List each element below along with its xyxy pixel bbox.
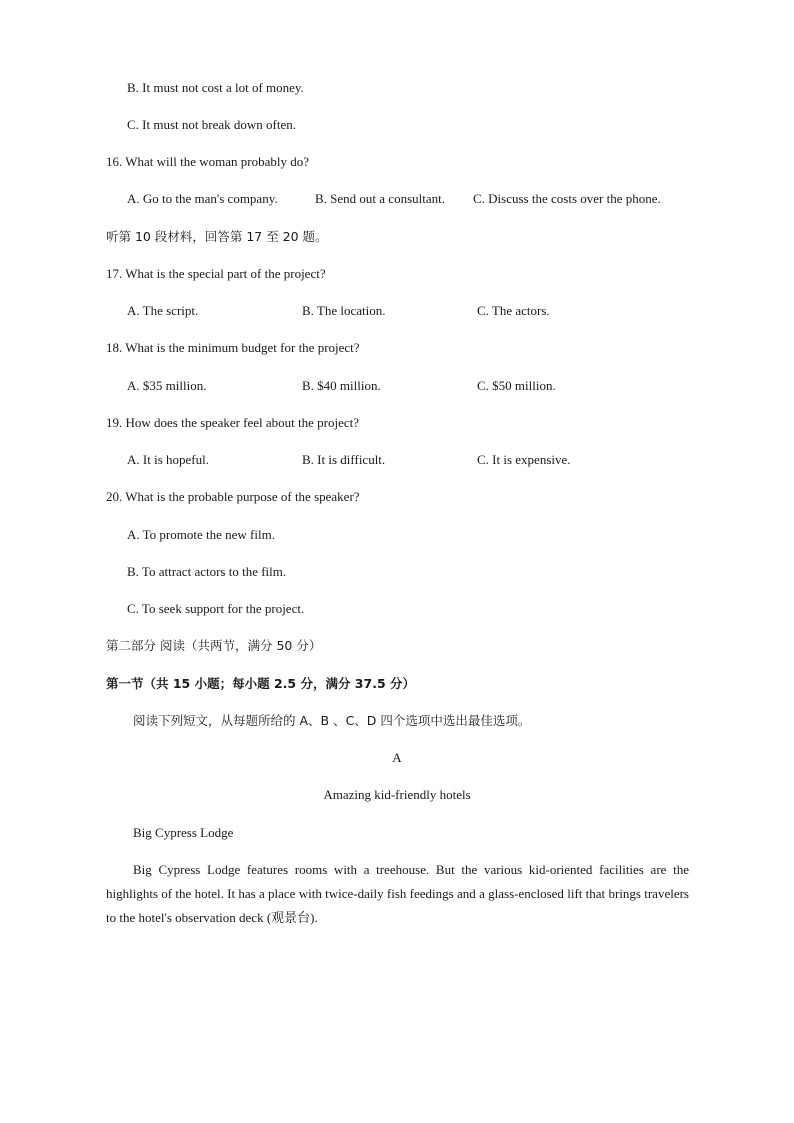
section1-heading: 第一节（共 15 小题；每小题 2.5 分，满分 37.5 分） [106, 676, 415, 691]
passage-subheading: Big Cypress Lodge [133, 825, 234, 840]
q17-option-a: A. The script. [127, 303, 199, 318]
q19-option-b: B. It is difficult. [302, 452, 386, 467]
part2-heading: 第二部分 阅读（共两节，满分 50 分） [106, 638, 322, 653]
section10-intro: 听第 10 段材料，回答第 17 至 20 题。 [106, 229, 328, 244]
q19-option-a: A. It is hopeful. [127, 452, 209, 467]
passage-letter: A [392, 750, 402, 765]
q16-option-c: C. Discuss the costs over the phone. [473, 191, 661, 206]
q18-option-c: C. $50 million. [477, 378, 556, 393]
q20-option-a: A. To promote the new film. [127, 527, 275, 542]
q19-question: 19. How does the speaker feel about the project? [106, 415, 360, 430]
passage-title: Amazing kid-friendly hotels [323, 787, 471, 802]
q17-option-c: C. The actors. [477, 303, 550, 318]
q20-option-b: B. To attract actors to the film. [127, 564, 287, 579]
q17-option-b: B. The location. [302, 303, 386, 318]
q20-question: 20. What is the probable purpose of the speaker? [106, 489, 360, 504]
q16-option-a: A. Go to the man's company. [127, 191, 278, 206]
q16-option-b: B. Send out a consultant. [315, 191, 445, 206]
passage-paragraph: Big Cypress Lodge features rooms with a treehouse. But the various kid-oriented facilities are the highlights of the hotel. It has a place with twice-daily fish feedings and a glass-enclosed lift that brings travelers to the hotel's observation deck (观景台). [106, 862, 689, 925]
q18-option-a: A. $35 million. [127, 378, 207, 393]
q15-option-c: C. It must not break down often. [127, 117, 296, 132]
q20-option-c: C. To seek support for the project. [127, 601, 305, 616]
reading-instructions: 阅读下列短文，从每题所给的 A、B 、C、D 四个选项中选出最佳选项。 [133, 713, 531, 728]
q18-question: 18. What is the minimum budget for the project? [106, 340, 360, 355]
q15-option-b: B. It must not cost a lot of money. [127, 80, 304, 95]
q16-question: 16. What will the woman probably do? [106, 154, 310, 169]
q19-option-c: C. It is expensive. [477, 452, 571, 467]
q18-option-b: B. $40 million. [302, 378, 381, 393]
q17-question: 17. What is the special part of the project? [106, 266, 326, 281]
